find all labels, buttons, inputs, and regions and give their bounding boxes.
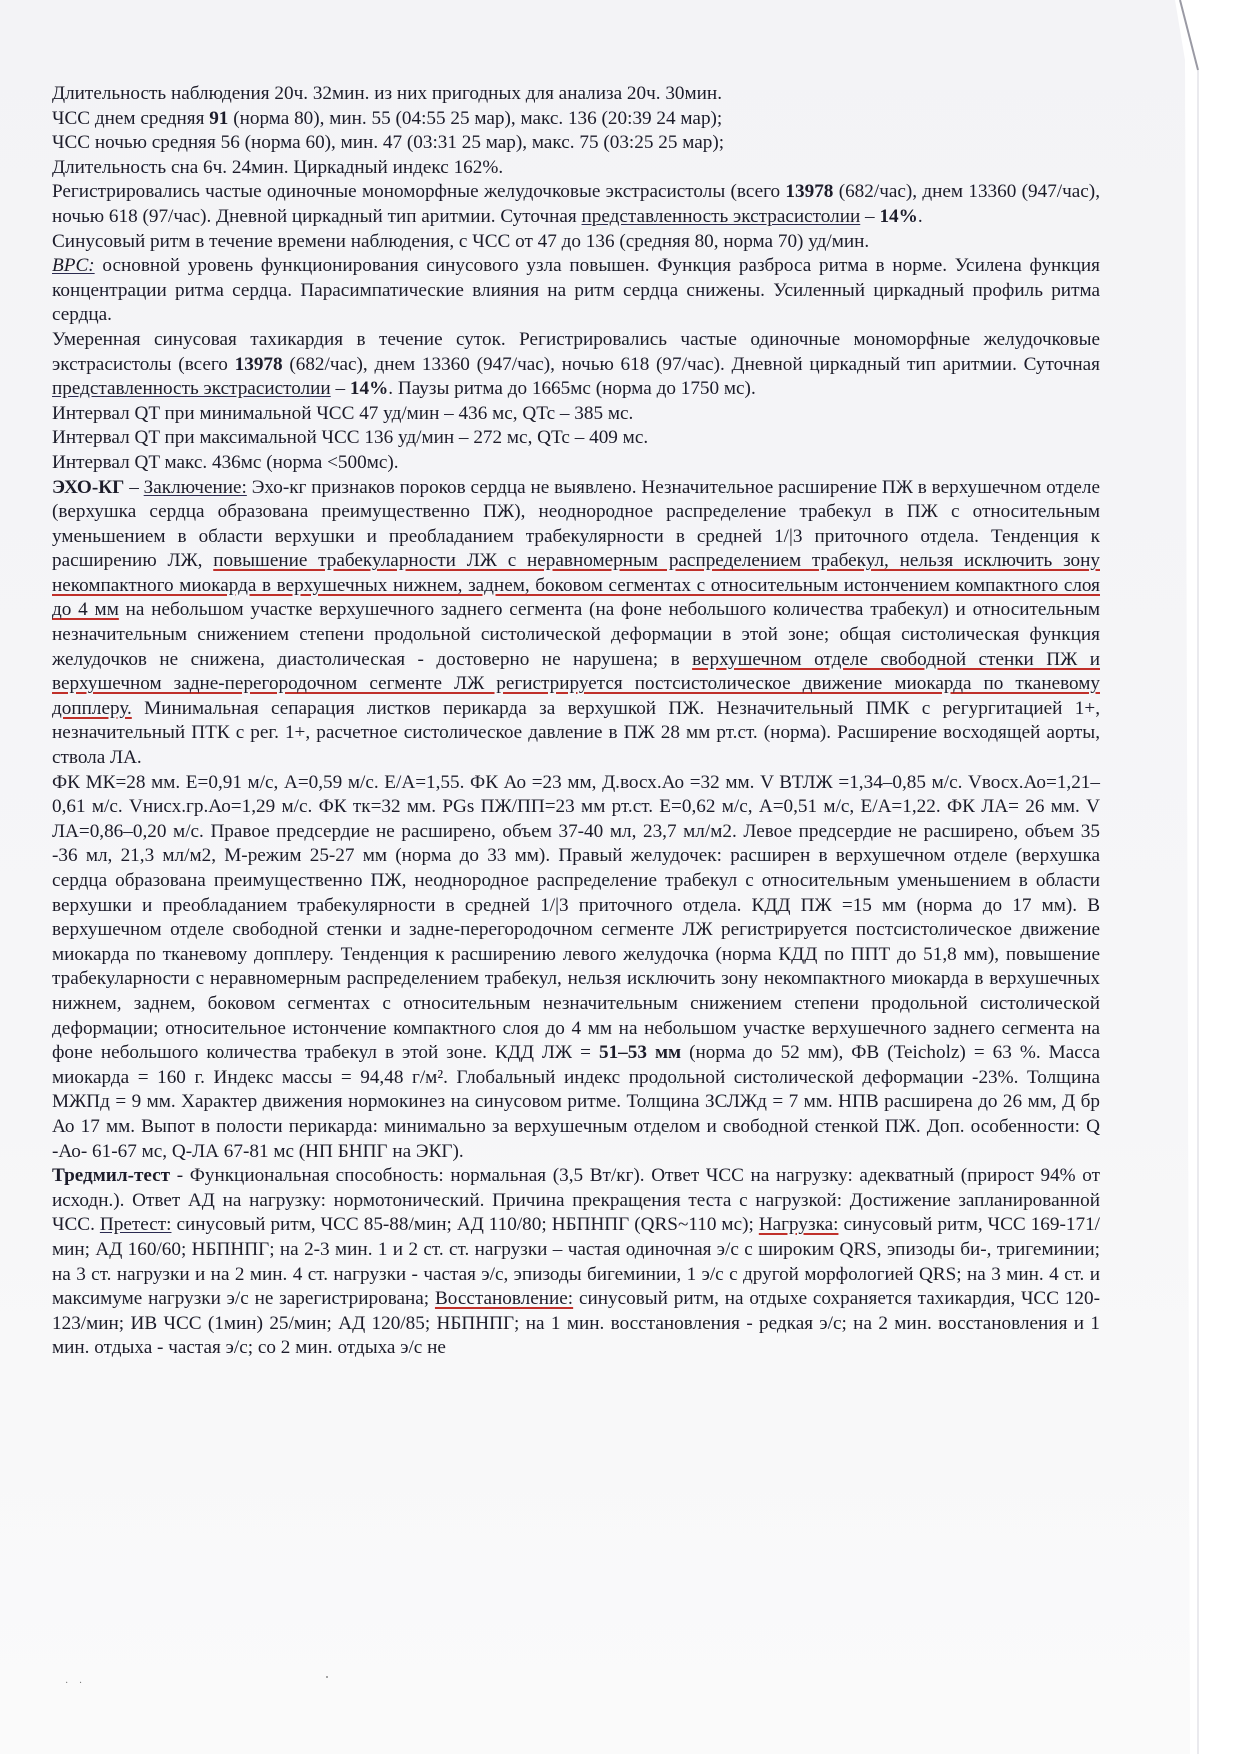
emphasized-text: 13978 [785,181,834,203]
emphasized-text: 51–53 мм [598,1042,682,1064]
text-run: (норма 80), мин. 55 (04:55 25 мар), макс. 136 (20:39 24 мар); [228,107,723,129]
paragraph-extrasystoles [52,180,1100,229]
paragraph-echo-conclusion [52,476,1100,771]
paragraph-holter-summary [52,328,1100,402]
text-run: – [330,378,350,400]
emphasized-text: представленность экстрасистолии [52,378,331,400]
text-run: на небольшом участке верхушечного заднего сегмента (на фоне небольшого количества трабекул) и относительным незначительным снижением степени продольной систолической деформации в этой зоне; общая систолическая функция желудочков не снижена, диастолическая - достоверно не нарушена; в [52,599,1101,670]
emphasized-text: 91 [209,107,229,129]
scan-specks: · · [65,1678,87,1689]
page-edge-shadow [1080,0,1240,1754]
paragraph-qt-max-hr [52,426,1100,451]
text-run: основной уровень функционирования синусового узла повышен. Функция разброса ритма в норме. Усилена функция концентрации ритма сердца. Парасимпатические влияния на ритм сердца снижены. Усиленный циркадный профиль ритма сердца. [52,255,1100,326]
emphasized-text: Восстановление: [434,1288,574,1310]
paragraph-hrv [52,254,1100,328]
text-run: синусовый ритм, ЧСС 169-171/мин; АД 160/60; НБПНПГ; на 2-3 мин. 1 и 2 ст. ст. нагрузки – частая одиночная э/с с широким QRS, эпизоды би-, тригеминии; на 3 ст. нагрузки и на 2 мин. 4 ст. нагрузки - частая э/с, эпизоды бигеминии, 1 э/с с другой морфологией QRS; на 3 мин. 4 ст. и максимуме нагрузки э/с не зарегистрирована; [52,1214,1100,1310]
emphasized-text: ЭХО-КГ [52,476,125,498]
text-run: Эхо-кг признаков пороков сердца не выявлено. Незначительное расширение ПЖ в верхушечном отделе (верхушка сердца образована преимущественно ПЖ), неоднородное распределение трабекул в ПЖ с относительным уменьшением в области верхушки и преобладанием трабекулярности в средней 1/|3 приточного отдела. Тенденция к расширению ЛЖ, [52,476,1100,572]
text-run: ЧСС днем средняя [52,107,210,129]
paragraph-hr-day [52,107,1100,132]
text-run: – [860,205,880,227]
text-run: Минимальная сепарация листков перикарда за верхушкой ПЖ. Незначительный ПМК с регургитацией 1+, незначительный ПТК с рег. 1+, расчетное систолическое давление в ПЖ 28 мм рт.ст. (норма). Расширение восходящей аорты, ствола ЛА. [52,697,1100,769]
text-run: Интервал QT макс. 436мс (норма <500мс). [52,451,399,473]
text-run: . Паузы ритма до 1665мс (норма до 1750 мс). [388,378,756,400]
paragraph-qt-min [52,402,1100,427]
emphasized-text: представленность экстрасистолии [581,205,861,227]
emphasized-text: Заключение: [143,476,247,498]
text-run: синусовый ритм, ЧСС 85-88/мин; АД 110/80; НБПНПГ (QRS~110 мс); [171,1214,759,1236]
paragraph-hr-night [52,131,1100,156]
emphasized-text: 13978 [234,353,283,375]
text-run: Синусовый ритм в течение времени наблюдения, с ЧСС от 47 до 136 (средняя 80, норма 70) уд/мин. [52,230,870,252]
paragraph-holter-duration [52,82,1100,107]
text-run: . [917,205,923,227]
text-run: (норма до 52 мм), ФВ (Teicholz) = 63 %. Масса миокарда = 160 г. Индекс массы = 94,48 г/м². Глобальный индекс продольной систолической деформации -23%. Толщина МЖПд = 9 мм. Характер движения нормокинез на синусовом ритме. Толщина ЗСЛЖд = 7 мм. НПВ расширена до 26 мм, Д бр Ао 17 мм. Выпот в полости перикарда: минимально за верхушечным отделом и свободной стенкой ПЖ. Доп. особенности: Q -Ао- 61-67 мс, Q-ЛА 67-81 мс (НП БНПГ на ЭКГ). [52,1042,1101,1162]
text-run: ФК МК=28 мм. Е=0,91 м/с, А=0,59 м/с. Е/А=1,55. ФК Ао =23 мм, Д.восх.Ао =32 мм. V ВТЛЖ =1,34–0,85 м/с. Vвосх.Ао=1,21–0,61 м/с. Vнисх.гр.Ао=1,29 м/с. ФК тк=32 мм. PGs ПЖ/ПП=23 мм рт.ст. Е=0,62 м/с, А=0,51 м/с, Е/А=1,22. ФК ЛА= 26 мм. V ЛА=0,86–0,20 м/с. Правое предсердие не расширено, объем 37-40 мл, 23,7 мл/м2. Левое предсердие не расширено, объем 35 -36 мл, 21,3 мл/м2, М-режим 25-27 мм (норма до 33 мм). Правый желудочек: расширен в верхушечном отделе (верхушка сердца образована преимущественно ПЖ, неоднородное распределение трабекул с относительным уменьшением в области верхушки и преобладанием трабекулярности в средней 1/|3 приточного отдела. КДД ПЖ =15 мм (норма до 17 мм). В верхушечном отделе свободной стенки и задне-перегородочном сегменте ЛЖ регистрируется постсистолическое движение миокарда по тканевому допплеру. Тенденция к расширению левого желудочка (норма КДД по ППТ до 51,8 мм), повышение трабекуларности с неравномерным распределением трабекул, нельзя исключить зону некомпактного миокарда в верхушечных нижнем, заднем, боковом сегментах с относительным незначительным снижением степени продольной систолической деформации; относительное истончение компактного слоя до 4 мм на небольшом участке верхушечного заднего сегмента на фоне небольшого количества трабекул в этой зоне. КДД ЛЖ = [52,771,1100,1064]
text-run: Умеренная синусовая тахикардия в течение суток. Регистрировались частые одиночные мономорфные желудочковые экстрасистолы (всего [52,328,1100,375]
text-run: синусовый ритм, на отдыхе сохраняется тахикардия, ЧСС 120-123/мин; ИВ ЧСС (1мин) 25/мин; АД 120/85; НБПНПГ; на 1 мин. восстановления - редкая э/с; на 2 мин. восстановления и 1 мин. отдыха - частая э/с; со 2 мин. отдыха э/с не [52,1288,1101,1359]
paragraph-sleep [52,156,1100,181]
emphasized-text: ВРС: [52,255,95,277]
text-run: – [124,476,144,498]
text-run: Регистрировались частые одиночные мономорфные желудочковые экстрасистолы (всего [52,181,786,203]
text-run: - Функциональная способность: нормальная (3,5 Вт/кг). Ответ ЧСС на нагрузку: адекватный (прирост 94% от исходн.). Ответ АД на нагрузку: нормотонический. Причина прекращения теста с нагрузкой: Достижение запланированной ЧСС. [52,1165,1100,1236]
emphasized-text: 14% [349,378,389,400]
emphasized-text: повышение трабекуларности ЛЖ с неравномерным распределением трабекул, нельзя исключить зону некомпактного миокарда в верхушечных нижнем, заднем, боковом сегментах с относительным истончением компактного слоя до 4 мм [52,550,1100,621]
text-run: ЧСС ночью средняя 56 (норма 60), мин. 47 (03:31 25 мар), макс. 75 (03:25 25 мар); [52,132,725,154]
emphasized-text: Нагрузка: [758,1214,839,1236]
medical-report-body [52,82,1100,1361]
emphasized-text: Тредмил-тест [52,1165,171,1187]
paragraph-qt-max [52,451,1100,476]
emphasized-text: Претест: [99,1214,172,1236]
emphasized-text: 14% [879,205,918,227]
paragraph-echo-measurements [52,771,1100,1165]
emphasized-text: верхушечном отделе свободной стенки ПЖ и верхушечном задне-перегородочном сегменте ЛЖ регистрируется постсистолическое движение миокарда по тканевому допплеру. [52,648,1100,719]
scan-speck [326,1676,328,1678]
text-run: Длительность наблюдения 20ч. 32мин. из них пригодных для анализа 20ч. 30мин. [52,83,722,104]
text-run: Интервал QT при минимальной ЧСС 47 уд/мин – 436 мс, QTc – 385 мс. [52,402,634,424]
paragraph-treadmill [52,1164,1100,1361]
text-run: (682/час), днем 13360 (947/час), ночью 618 (97/час). Дневной циркадный тип аритмии. Суточная [282,353,1101,375]
paragraph-sinus-rhythm [52,230,1100,255]
text-run: Длительность сна 6ч. 24мин. Циркадный индекс 162%. [52,156,504,178]
text-run: Интервал QT при максимальной ЧСС 136 уд/мин – 272 мс, QTc – 409 мс. [52,427,649,449]
text-run: (682/час), днем 13360 (947/час), ночью 618 (97/час). Дневной циркадный тип аритмии. Суточная [52,181,1100,227]
